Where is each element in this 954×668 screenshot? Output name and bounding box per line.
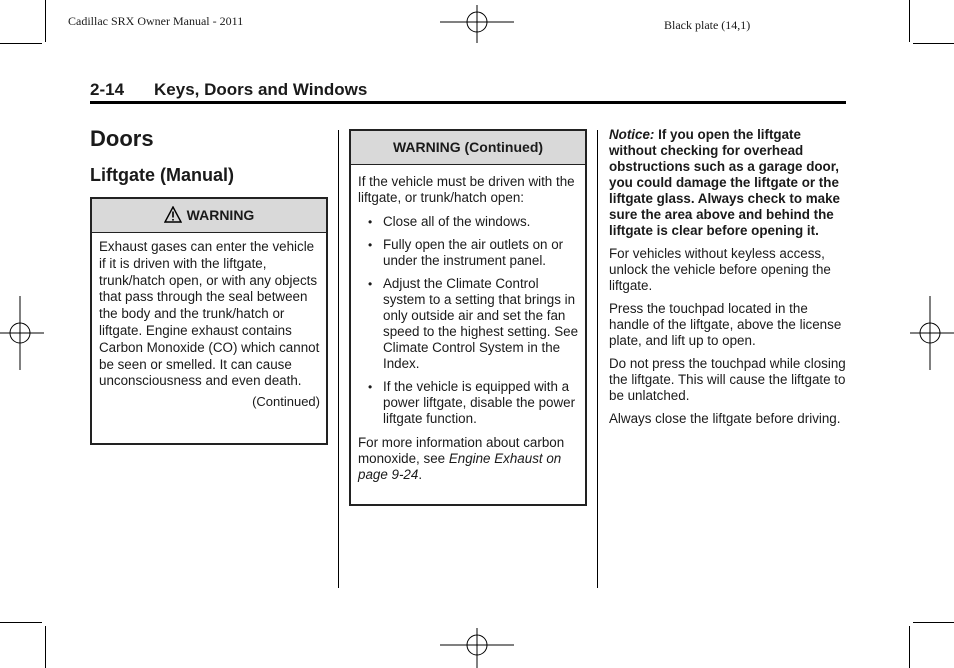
cross-reference-link[interactable]: Engine Exhaust on page 9-24	[358, 451, 562, 482]
notice-text: If you open the liftgate without checking for overhead obstructions such as a garage door, you could damage the liftgate or the liftgate glass. Always check to make sure the area above and behind the liftgate is clear before opening it.	[609, 127, 840, 238]
print-header-right: Black plate (14,1)	[664, 18, 751, 32]
warning-body: Exhaust gases can enter the vehicle if it is driven with the liftgate, trunk/hatch open, or with any objects that pass through the seal between the body and the trunk/hatch or liftgate. Engine exhaust contains Carbon Monoxide (CO) which cannot be seen or smelled. It can cause unconsciousness and even death.	[99, 239, 320, 389]
warning-triangle-icon	[164, 206, 182, 223]
paragraph: Always close the liftgate before driving.	[609, 411, 841, 426]
section-header	[90, 80, 367, 100]
warning-intro: If the vehicle must be driven with the liftgate, or trunk/hatch open:	[358, 174, 575, 205]
paragraph: Do not press the touchpad while closing the liftgate. This will cause the liftgate to be unlatched.	[609, 356, 846, 403]
warning-continued-header: WARNING (Continued)	[351, 131, 585, 165]
page-number: 2-14	[90, 80, 125, 99]
registration-mark-icon	[440, 5, 514, 43]
registration-mark-icon	[910, 296, 954, 370]
column-divider	[338, 130, 339, 588]
right-column	[609, 127, 849, 434]
warning-box	[90, 197, 328, 445]
page-title: Doors	[90, 126, 154, 151]
section-title: Keys, Doors and Windows	[154, 80, 368, 99]
continued-label: (Continued)	[252, 394, 320, 410]
warning-bullet-list	[358, 214, 579, 427]
more-info-end: .	[418, 467, 423, 482]
registration-mark-icon	[0, 296, 44, 370]
more-info	[358, 435, 579, 483]
registration-mark-icon	[440, 628, 514, 668]
column-divider	[597, 130, 598, 588]
warning-continued-box	[349, 129, 587, 506]
notice-label: Notice:	[609, 127, 655, 142]
list-item: • Adjust the Climate Control system to a setting that brings in only outside air and set the fan speed to the highest setting. See Climate Control System in the Index.	[358, 276, 579, 372]
list-item: • Close all of the windows.	[358, 214, 579, 230]
notice	[609, 127, 849, 239]
subsection-title: Liftgate (Manual)	[90, 165, 234, 185]
print-header-left: Cadillac SRX Owner Manual - 2011	[68, 14, 244, 28]
list-item: • If the vehicle is equipped with a power liftgate, disable the power liftgate function.	[358, 379, 579, 427]
paragraph: For vehicles without keyless access, unlock the vehicle before opening the liftgate.	[609, 246, 831, 293]
header-rule	[90, 101, 846, 104]
list-item: • Fully open the air outlets on or under the instrument panel.	[358, 237, 579, 269]
warning-title: WARNING	[186, 207, 255, 223]
paragraph: Press the touchpad located in the handle of the liftgate, above the license plate, and lift up to open.	[609, 301, 842, 348]
more-info-text: For more information about carbon monoxide, see	[358, 435, 565, 466]
warning-box-header	[92, 199, 326, 233]
